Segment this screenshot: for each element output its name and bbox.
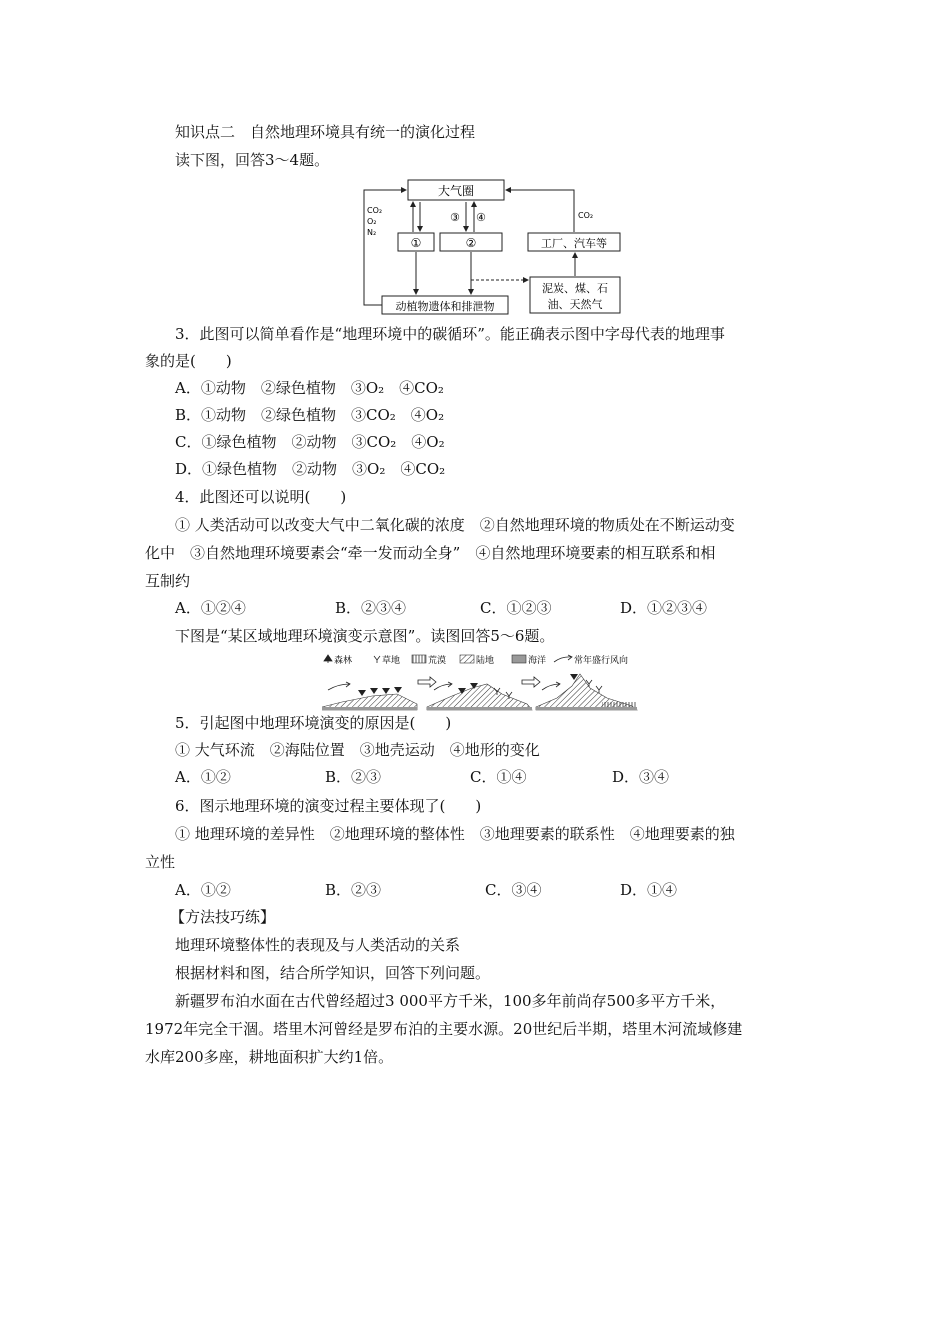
q5-option-d: D．③④ <box>612 768 670 786</box>
q6-option-a: A．①② <box>175 881 231 899</box>
transition-arrow-2 <box>522 677 540 687</box>
wind-legend-icon <box>554 655 572 662</box>
q5-stem: 5．引起图中地理环境演变的原因是( ) <box>175 714 452 732</box>
q4-option-c: C．①②③ <box>480 599 552 617</box>
label-4: ④ <box>476 211 486 224</box>
gas-o2-label: O₂ <box>367 217 377 226</box>
ocean-legend-swatch <box>512 655 526 663</box>
material-line2: 1972年完全干涸。塔里木河曾经是罗布泊的主要水源。20世纪后半期，塔里木河流域修建 <box>145 1020 743 1038</box>
q6-body-line2: 立性 <box>145 853 176 871</box>
stage-3 <box>536 674 637 710</box>
carbon-cycle-diagram <box>358 176 628 318</box>
q3-stem-line1: 3．此图可以简单看作是“地理环境中的碳循环”。能正确表示图中字母代表的地理事 <box>175 325 725 343</box>
stage-1-wind-arrow <box>328 682 350 690</box>
q4-option-d: D．①②③④ <box>620 599 708 617</box>
legend-forest-label: 森林 <box>334 656 353 666</box>
label-3: ③ <box>450 211 460 224</box>
legend-grass-label: 草地 <box>382 656 401 666</box>
legend-desert-label: 荒漠 <box>428 656 447 666</box>
stage-3-ocean <box>536 707 637 710</box>
q6-option-c: C．③④ <box>485 881 542 899</box>
legend-ocean-label: 海洋 <box>528 656 547 666</box>
q3-option-d: D．①绿色植物 ②动物 ③O₂ ④CO₂ <box>175 460 446 478</box>
factory-co2-label: CO₂ <box>578 211 594 220</box>
q4-option-a: A．①②④ <box>175 599 246 617</box>
stage-1-ocean <box>322 707 417 710</box>
grass-legend-icon <box>374 656 380 663</box>
gas-n2-label: N₂ <box>367 228 377 237</box>
q3-option-a: A．①动物 ②绿色植物 ③O₂ ④CO₂ <box>175 379 444 397</box>
q4-body-line3: 互制约 <box>145 572 191 590</box>
q4-body-line2: 化中 ③自然地理环境要素会“牵一发而动全身” ④自然地理环境要素的相互联系和相 <box>145 544 716 562</box>
forest-legend-icon <box>324 655 332 663</box>
intro-text: 读下图，回答3～4题。 <box>175 151 330 169</box>
q5-option-c: C．①④ <box>470 768 527 786</box>
method-intro: 根据材料和图，结合所学知识，回答下列问题。 <box>175 964 491 982</box>
stage-1 <box>322 682 417 710</box>
q4-stem: 4．此图还可以说明( ) <box>175 488 347 506</box>
q3-stem-line2: 象的是( ) <box>145 352 232 370</box>
q6-option-b: B．②③ <box>325 881 382 899</box>
material-line3: 水库200多座，耕地面积扩大约1倍。 <box>145 1048 394 1066</box>
arrow-factory-to-atmosphere <box>506 190 574 232</box>
intro-text-2: 下图是“某区域地理环境演变示意图”。读图回答5～6题。 <box>175 627 555 645</box>
q3-option-c: C．①绿色植物 ②动物 ③CO₂ ④O₂ <box>175 433 445 451</box>
q4-body-line1: ① 人类活动可以改变大气中二氧化碳的浓度 ②自然地理环境的物质处在不断运动变 <box>175 516 735 534</box>
q6-body-line1: ① 地理环境的差异性 ②地理环境的整体性 ③地理要素的联系性 ④地理要素的独 <box>175 825 735 843</box>
legend-land-label: 陆地 <box>476 656 495 666</box>
q6-stem: 6．图示地理环境的演变过程主要体现了( ) <box>175 797 482 815</box>
remains-label: 动植物遗体和排泄物 <box>395 300 495 313</box>
gas-co2-label: CO₂ <box>367 206 383 215</box>
stage-2-ocean <box>427 707 532 710</box>
method-heading: 【方法技巧练】 <box>170 908 276 926</box>
environment-evolution-diagram <box>322 652 642 712</box>
fossil-fuel-label-1: 泥炭、煤、石 <box>542 282 608 295</box>
method-title: 地理环境整体性的表现及与人类活动的关系 <box>175 936 461 954</box>
fossil-fuel-label-2: 油、天然气 <box>547 298 603 311</box>
q4-option-b: B．②③④ <box>335 599 407 617</box>
box-1-label: ① <box>410 236 422 250</box>
q3-option-b: B．①动物 ②绿色植物 ③CO₂ ④O₂ <box>175 406 445 424</box>
legend <box>324 654 628 666</box>
q6-option-d: D．①④ <box>620 881 678 899</box>
material-line1: 新疆罗布泊水面在古代曾经超过3 000平方千米，100多年前尚存500多平方千米， <box>175 992 726 1010</box>
stage-2 <box>427 682 532 710</box>
legend-wind-label: 常年盛行风向 <box>574 656 629 666</box>
desert-legend-swatch <box>412 655 426 663</box>
box-2-label: ② <box>465 236 477 250</box>
transition-arrow-1 <box>418 677 436 687</box>
land-legend-swatch <box>460 655 474 663</box>
factory-label: 工厂、汽车等 <box>541 237 607 250</box>
stage-3-wind-arrow <box>542 682 560 690</box>
stage-2-wind-arrow <box>434 682 452 690</box>
section-title: 知识点二 自然地理环境具有统一的演化过程 <box>175 123 476 141</box>
q5-option-b: B．②③ <box>325 768 382 786</box>
stage-2-land <box>427 684 532 710</box>
q5-option-a: A．①② <box>175 768 231 786</box>
q5-body: ① 大气环流 ②海陆位置 ③地壳运动 ④地形的变化 <box>175 741 540 759</box>
atmosphere-label: 大气圈 <box>437 184 475 198</box>
stage-3-desert <box>602 702 637 707</box>
